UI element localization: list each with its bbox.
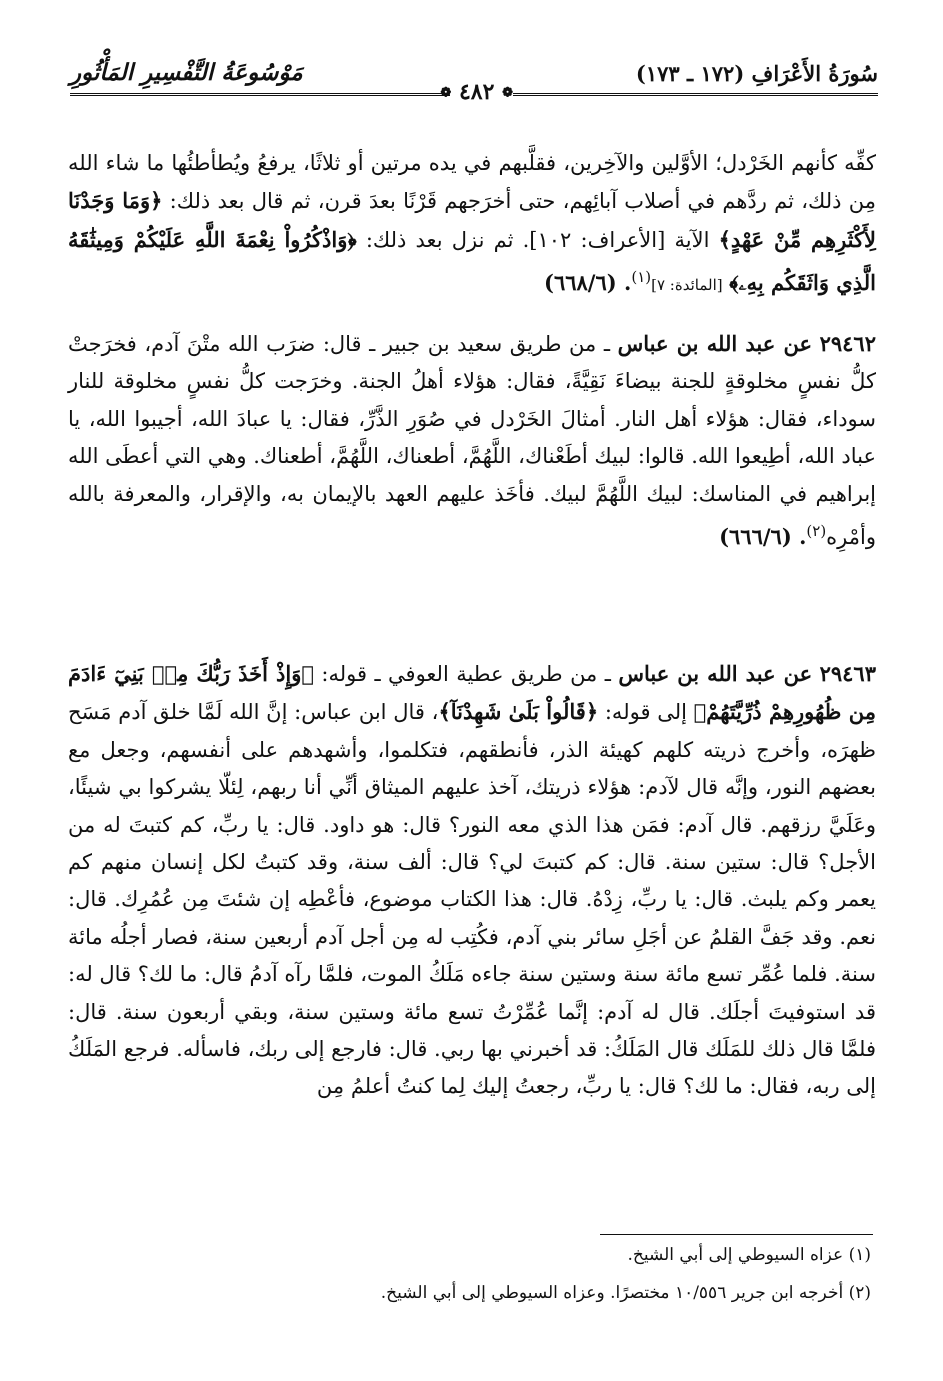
footnote-marker: (١) (631, 268, 652, 287)
narration-number: ٢٩٤٦٣ (819, 661, 876, 686)
paragraph-continuation (68, 145, 876, 297)
book-title: مَوْسُوعَةُ التَّفْسِيرِ المَأْثُورِ (70, 59, 303, 86)
paragraph-text: الآية [الأعراف: ١٠٢]. ثم نزل بعد ذلك: (365, 227, 710, 252)
volume-page-ref: . (٦٦٦/٦) (719, 524, 807, 550)
narrator-name: عن عبد الله بن عباس (618, 661, 813, 686)
ornament-icon: ❁ (502, 85, 513, 101)
surah-title: سُورَةُ الأَعْرَافِ (١٧٢ ـ ١٧٣) (635, 61, 878, 86)
quran-quote: ﴿وَاذْكُرُواْ نِعْمَةَ اللَّهِ عَلَيْكُمْ وَمِيثَٰقَهُ الَّذِي وَاثَقَكُم بِهِۦ﴾ (68, 226, 876, 296)
header-rule-left (70, 93, 450, 96)
narration-29463 (68, 655, 876, 1106)
footnote-1: (١) عزاه السيوطي إلى أبي الشيخ. (627, 1245, 871, 1265)
page-number: ٤٨٢ (458, 79, 495, 105)
page-number-block (440, 79, 513, 105)
page-body (68, 145, 876, 1106)
header-rule-right (513, 93, 878, 96)
footnote-separator (600, 1234, 873, 1235)
quran-quote: ﴿وَإِذْ أَخَذَ رَبُّكَ مِنۢ بَنِيٓ ءَادَمَ مِن ظُهُورِهِمْ ذُرِّيَّتَهُمْ﴾ (68, 661, 876, 725)
page-header (70, 55, 878, 105)
narration-29462 (68, 325, 876, 633)
paragraph-text: كفِّه كأنهم الخَرْدل؛ الأوَّلين والآخِرين، فقلَّبهم في يده مرتين أو ثلاثًا، يرفعُ ويُطأطئُها ما شاء الله مِن ذلك، ثم ردَّهم في أصلاب آبائِهم، حتى أخرَجهم قَرْنًا بعدَ قرن، ثم قال بعد ذلك: (68, 151, 876, 214)
volume-page-ref: . (٦٦٨/٦) (544, 270, 632, 296)
narration-text: إلى قوله: (604, 700, 687, 725)
ornament-icon: ❁ (440, 85, 452, 101)
footnote-2: (٢) أخرجه ابن جرير ١٠/٥٥٦ مختصرًا. وعزاه السيوطي إلى أبي الشيخ. (380, 1283, 871, 1303)
footnote-marker: (٢) (806, 522, 827, 541)
verse-reference: [المائدة: ٧] (651, 276, 723, 295)
quran-quote: ﴿وَمَا وَجَدْنَا لِأَكْثَرِهِم مِّنْ عَهْدٍ﴾ (68, 188, 876, 252)
narrator-name: عن عبد الله بن عباس (617, 331, 813, 356)
narration-text: ـ من طريق سعيد بن جبير ـ قال: ضرَب الله متْنَ آدم، فخرَجتْ كلُّ نفسٍ مخلوقةٍ للجنة بيضاءَ نَقِيَّةً، فقال: هؤلاء أهلُ الجنة. وخرَجت كلُّ نفسٍ مخلوقة للنار سوداء، فقال: هؤلاء أهل النار. أمثالَ الخَرْدل في صُوَرِ الذَّرِّ، فقال: يا عبادَ الله، أجيبوا الله، يا عباد الله، أطِيعوا الله. قالوا: لبيك أطَعْناك، اللَّهُمَّ، أطعناك، اللَّهُمَّ، أطعناك. وهي التي أعطَى الله إبراهيم في المناسك: لبيك اللَّهُمَّ لبيك. فأخَذ عليهم العهد بالإيمان به، والإقرار، والمعرفة بالله وأمْرِه (68, 332, 876, 550)
narration-text: ، قال ابن عباس: إنَّ الله لَمَّا خلق آدم مَسَح ظهرَه، وأخرج ذريته كلهم كهيئة الذر، فأنطقهم، فتكلموا، وأشهدهم على أنفسهم، وجعل مع بعضهم النور، وإنَّه قال لآدم: هؤلاء ذريتك، آخذ عليهم الميثاق أنِّي أنا ربهم، لِئلّا يشركوا بي شيئًا، وعَلَيَّ رزقهم. قال آدم: فمَن هذا الذي معه النور؟ قال: هو داود. قال: يا ربِّ، كم كتبتَ له من الأجل؟ قال: ستين سنة. قال: كم كتبتَ لي؟ قال: ألف سنة، وقد كتبتُ لكل إنسان منهم كم يعمر وكم يلبث. قال: يا ربِّ، زِدْهُ. قال: هذا الكتاب موضوع، فأعْطِه إن شئتَ مِن عُمُرِك. قال: نعم. وقد جَفَّ القلمُ عن أجَلِ سائر بني آدم، فكُتِب له مِن أجل آدم أربعين سنة، فصار أجلُه مائة سنة. فلما عُمِّر تسع مائة سنة وستين سنة جاءه مَلَكُ الموت، فلمَّا رآه آدمُ قال: ما لك؟ قال له: قد استوفيتَ أجلَك. قال له آدم: إنَّما عُمِّرْتُ تسع مائة وستين سنة، وبقي أربعون سنة. قال: فلمَّا قال ذلك للمَلَك قال المَلَكُ: قد أخبرني بها ربي. قال: فارجع إلى ربك، فاسأله. فرجع المَلَكُ إلى ربه، فقال: ما لك؟ قال: يا ربِّ، رجعتُ إليك لِما كنتُ أعلمُ مِن (68, 700, 876, 1099)
narration-text: ـ من طريق عطية العوفي ـ قوله: (321, 662, 611, 686)
narration-number: ٢٩٤٦٢ (819, 331, 876, 356)
quran-quote: ﴿قَالُواْ بَلَىٰ شَهِدْنَآ﴾ (438, 699, 599, 725)
